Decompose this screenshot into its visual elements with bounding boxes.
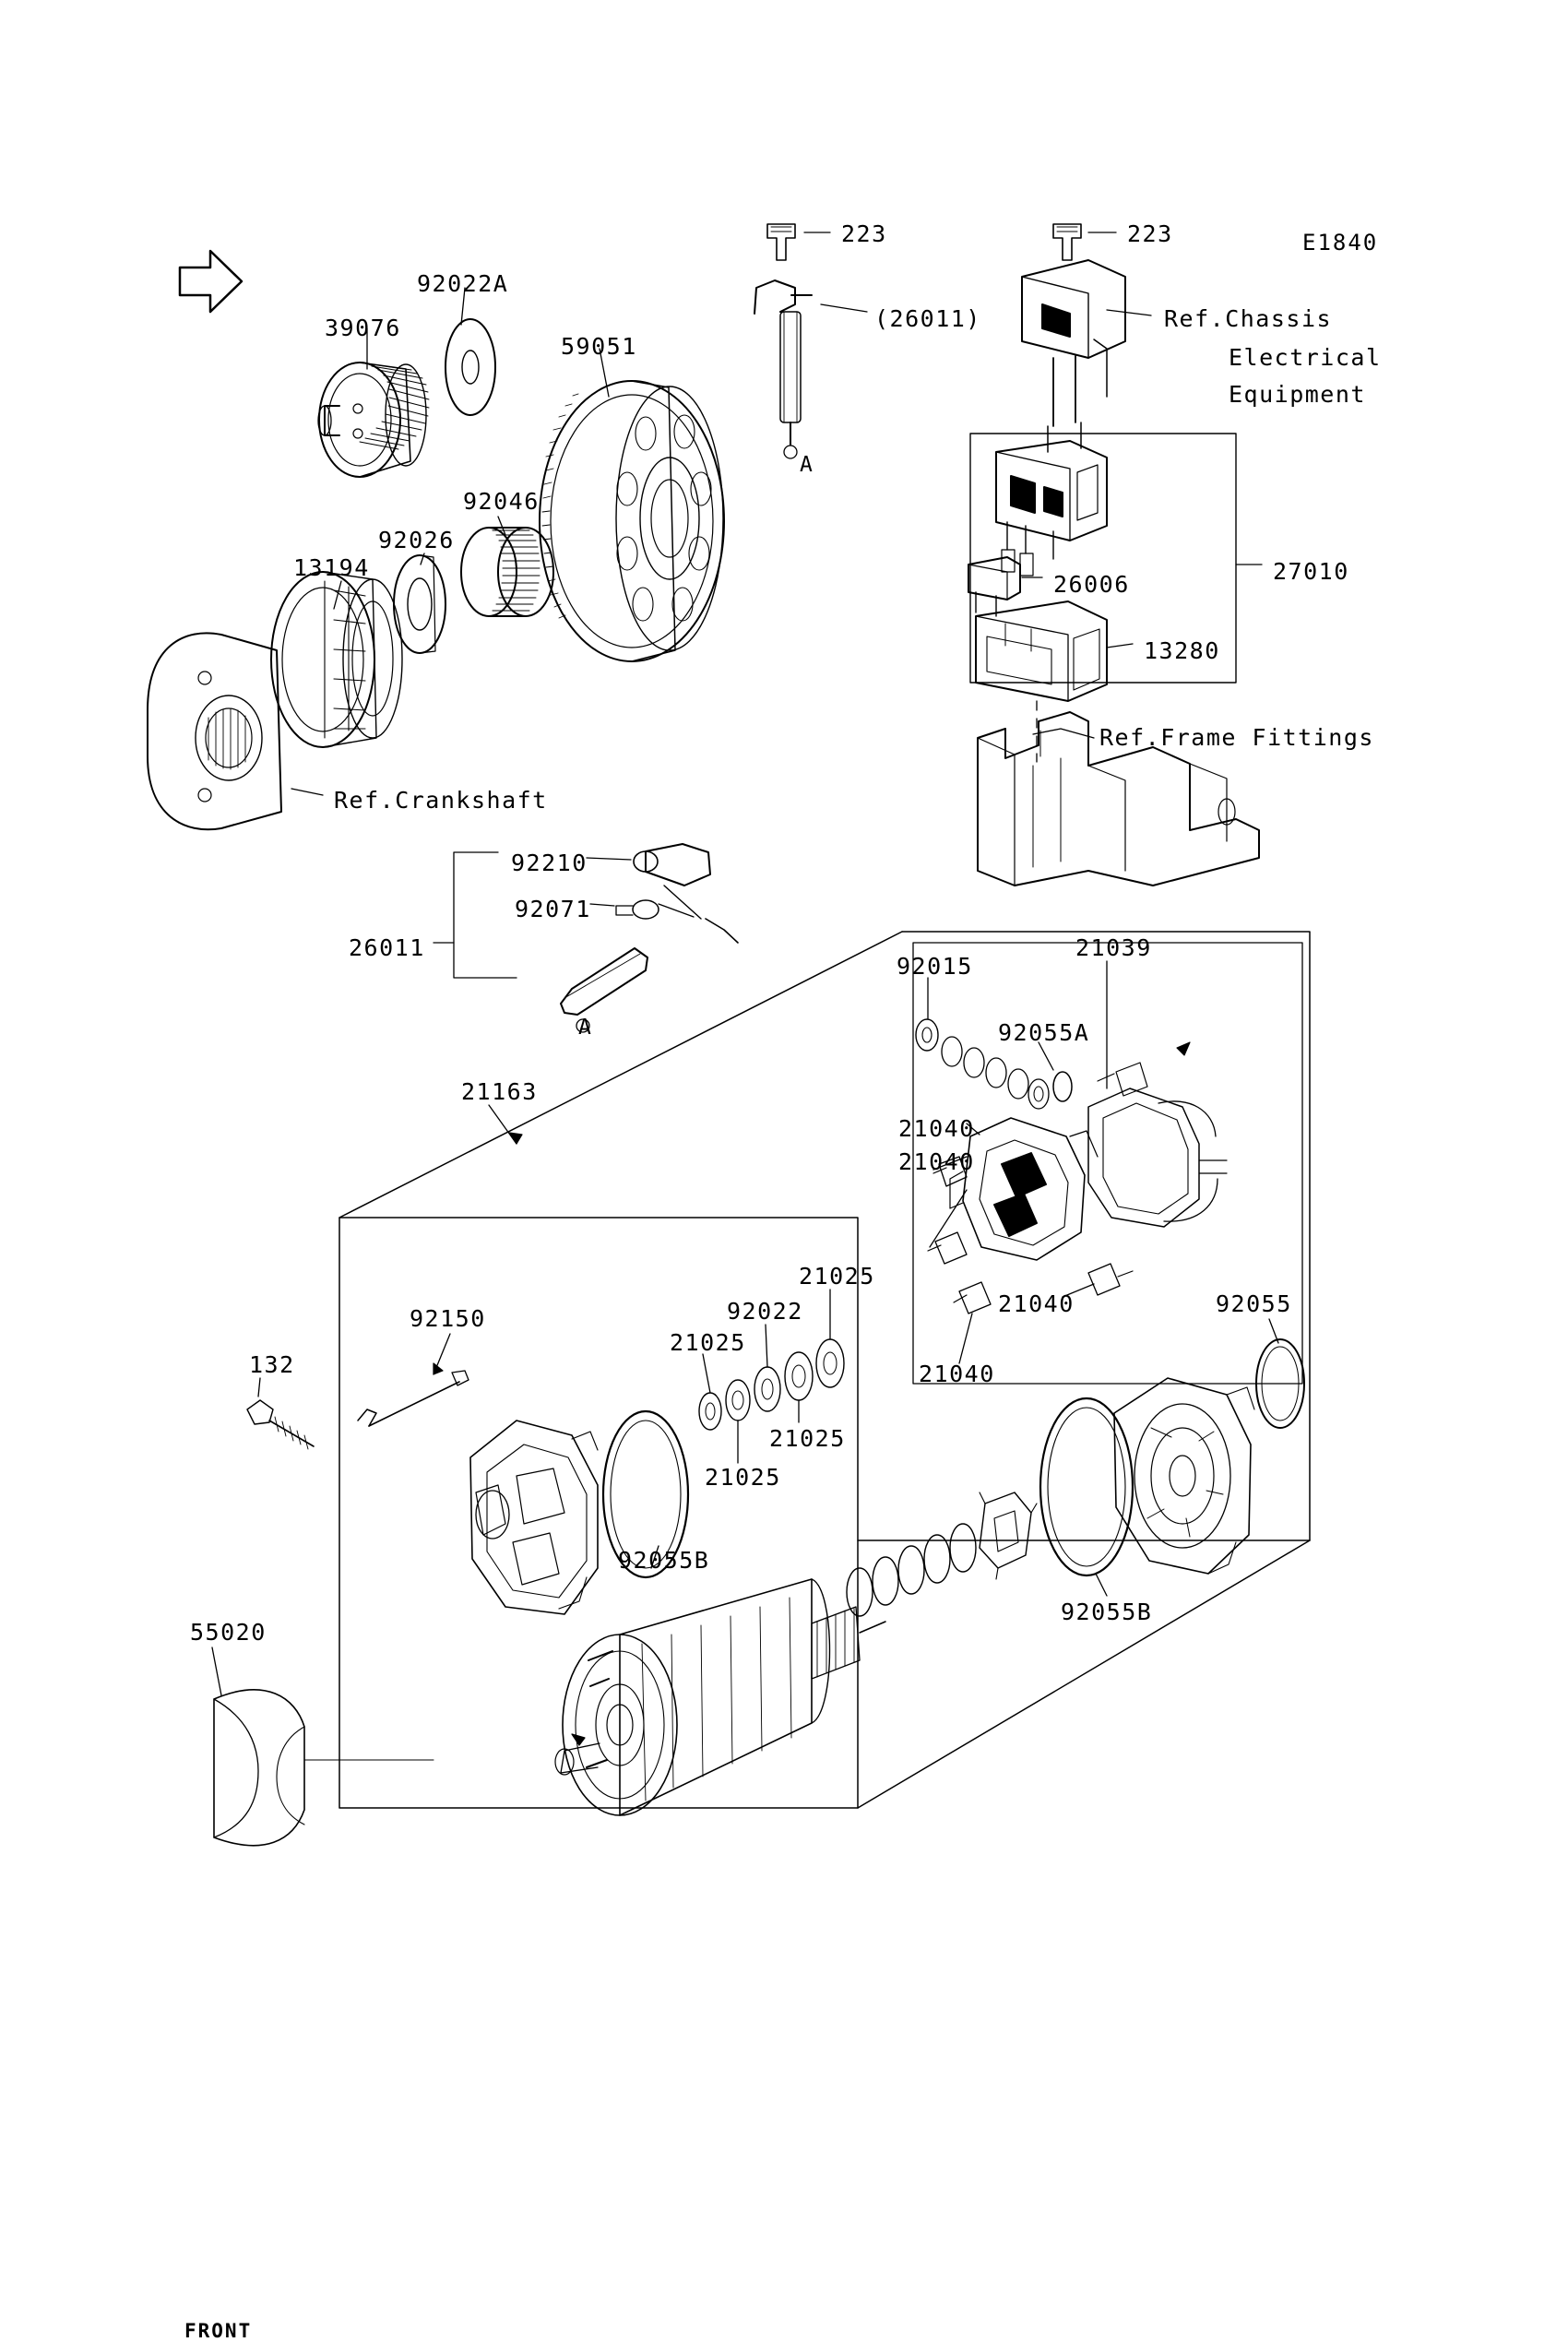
part-21040-brush-b bbox=[928, 1232, 967, 1264]
part-92055B-oring-right bbox=[1040, 1398, 1133, 1575]
part-rear-washers bbox=[847, 1492, 1037, 1616]
part-223-screw-right bbox=[1053, 224, 1081, 260]
callout-59051: 59051 bbox=[561, 333, 637, 360]
callout-21040-a: 21040 bbox=[898, 1115, 975, 1142]
callout-92071: 92071 bbox=[515, 896, 591, 922]
callout-92015: 92015 bbox=[897, 953, 973, 980]
part-21040-brush-c bbox=[954, 1282, 991, 1314]
callout-132: 132 bbox=[249, 1351, 295, 1378]
part-relay bbox=[996, 441, 1107, 576]
front-direction-badge bbox=[0, 2051, 253, 2342]
part-92150-bolt bbox=[358, 1371, 469, 1426]
ref-chassis-line3: Equipment bbox=[1229, 381, 1366, 408]
part-13280-holder bbox=[976, 601, 1107, 701]
part-26011-cable-lower bbox=[561, 844, 738, 1032]
front-direction-arrow bbox=[180, 251, 242, 312]
part-39076-gear bbox=[318, 363, 429, 477]
callout-21025-a: 21025 bbox=[799, 1263, 875, 1290]
callout-55020: 55020 bbox=[190, 1619, 267, 1646]
callout-92022: 92022 bbox=[727, 1298, 803, 1325]
part-92022A-washer bbox=[445, 319, 495, 415]
detail-marker-a-upper bbox=[793, 452, 817, 476]
callout-92046: 92046 bbox=[463, 488, 540, 515]
callout-26011: 26011 bbox=[349, 934, 425, 961]
ref-chassis-line1: Ref.Chassis bbox=[1164, 305, 1333, 332]
part-21040-brush-d bbox=[1088, 1264, 1133, 1295]
callout-26011-paren: (26011) bbox=[874, 305, 981, 332]
detail-marker-a-lower-label: A bbox=[578, 1016, 593, 1040]
callout-21040-c: 21040 bbox=[998, 1290, 1075, 1317]
callout-21025-d: 21025 bbox=[705, 1464, 781, 1491]
callout-92055B-left: 92055B bbox=[618, 1547, 710, 1574]
callout-27010: 27010 bbox=[1273, 558, 1349, 585]
ref-frame-fittings: Ref.Frame Fittings bbox=[1099, 724, 1374, 751]
part-starter-front-bracket bbox=[470, 1421, 598, 1614]
callout-92055B-right: 92055B bbox=[1061, 1599, 1153, 1625]
part-starter-rear-cover bbox=[1114, 1378, 1254, 1574]
callout-39076: 39076 bbox=[325, 315, 401, 341]
ref-chassis-line2: Electrical bbox=[1229, 344, 1382, 371]
callout-21025-c: 21025 bbox=[769, 1425, 846, 1452]
ref-chassis-electrical-block bbox=[1022, 260, 1125, 452]
callout-92022A: 92022A bbox=[417, 270, 509, 297]
part-59051-gear bbox=[540, 381, 724, 661]
callout-13194: 13194 bbox=[293, 554, 370, 581]
callout-13280: 13280 bbox=[1144, 637, 1220, 664]
callout-92150: 92150 bbox=[410, 1305, 486, 1332]
callout-223-left: 223 bbox=[841, 220, 887, 247]
callout-223-right: 223 bbox=[1127, 220, 1173, 247]
callout-92210: 92210 bbox=[511, 850, 588, 876]
callout-92055A: 92055A bbox=[998, 1019, 1090, 1046]
detail-marker-a-upper-label: A bbox=[800, 453, 814, 477]
callout-26006: 26006 bbox=[1053, 571, 1130, 598]
part-21039-brush-holder bbox=[1088, 1063, 1227, 1227]
part-26011-cable-upper bbox=[754, 280, 812, 458]
part-26006-fuse bbox=[968, 557, 1020, 616]
callout-92055: 92055 bbox=[1216, 1290, 1292, 1317]
callout-92026: 92026 bbox=[378, 527, 455, 553]
callout-21040-b: 21040 bbox=[898, 1148, 975, 1175]
part-223-screw-left bbox=[767, 224, 795, 260]
front-label: FRONT bbox=[184, 2320, 253, 2342]
part-armature bbox=[555, 1579, 885, 1815]
callout-21163: 21163 bbox=[461, 1078, 538, 1105]
callout-21039: 21039 bbox=[1075, 934, 1152, 961]
detail-marker-a-lower bbox=[572, 1015, 596, 1039]
callout-21025-b: 21025 bbox=[670, 1329, 746, 1356]
callout-21040-d: 21040 bbox=[919, 1361, 995, 1387]
ref-crankshaft: Ref.Crankshaft bbox=[334, 787, 548, 814]
part-55020-guard bbox=[214, 1690, 304, 1846]
sheet-code: E1840 bbox=[1302, 230, 1379, 256]
part-132-screw bbox=[247, 1400, 314, 1449]
ref-crankshaft-body bbox=[148, 633, 281, 829]
